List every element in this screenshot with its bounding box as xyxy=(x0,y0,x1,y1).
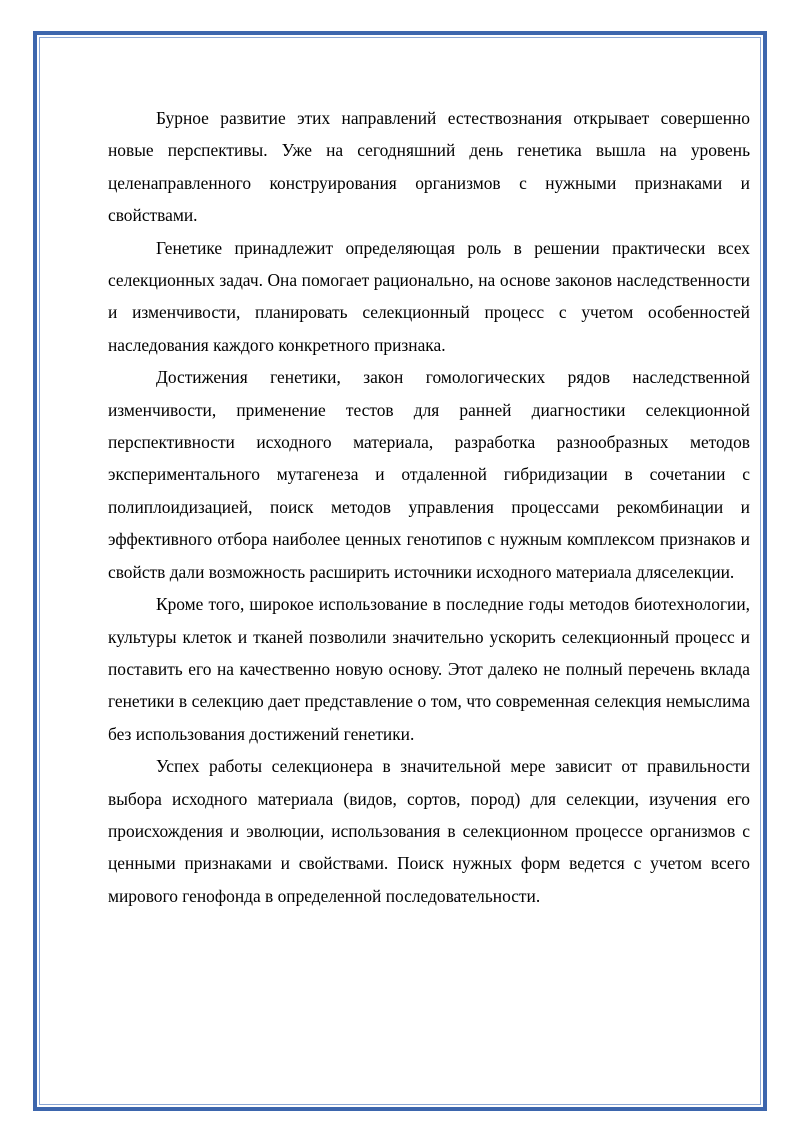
paragraph-1: Бурное развитие этих направлений естествознания открывает совершенно новые перспективы. Уже на сегодняшний день генетика вышла на уровень целенаправленного конструирования организмов с нужными признаками и свойствами. xyxy=(108,108,750,226)
paragraph-2: Генетике принадлежит определяющая роль в решении практически всех селекционных задач. Она помогает рационально, на основе законов наследственности и изменчивости, планировать селекционный процесс с учетом особенностей наследования каждого конкретного признака. xyxy=(108,237,750,355)
paragraph-4: Кроме того, широкое использование в последние годы методов биотехнологии, культуры клеток и тканей позволили значительно ускорить селекционный процесс и поставить его на качественно новую основу. Этот далеко не полный перечень вклада генетики в селекцию дает представление о том, что современная селекция немыслима без использования достижений генетики. xyxy=(108,594,750,744)
paragraph-5: Успех работы селекционера в значительной мере зависит от правильности выбора исходного материала (видов, сортов, пород) для селекции, изучения его происхождения и эволюции, использования в селекционном процессе организмов с ценными признаками и свойствами. Поиск нужных форм ведется с учетом всего мирового генофонда в определенной последовательности. xyxy=(108,756,750,906)
document-body xyxy=(108,102,750,912)
paragraph-3: Достижения генетики, закон гомологических рядов наследственной изменчивости, применение тестов для ранней диагностики селекционной перспективности исходного материала, разработка разнообразных методов экспериментального мутагенеза и отдаленной гибридизации в сочетании с полиплоидизацией, поиск методов управления процессами рекомбинации и эффективного отбора наиболее ценных генотипов с нужным комплексом признаков и свойств дали возможность расширить источники исходного материала дляселекции. xyxy=(108,367,750,582)
